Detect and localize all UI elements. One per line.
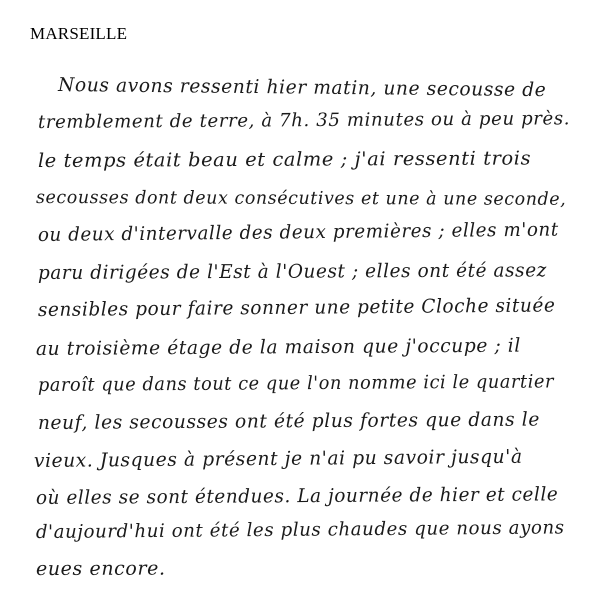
manuscript-line: vieux. Jusques à présent je n'ai pu savoir jusqu'à	[33, 445, 523, 472]
manuscript-line: où elles se sont étendues. La journée de hier et celle	[35, 483, 559, 509]
manuscript-line: d'aujourd'hui ont été les plus chaudes que nous ayons	[35, 517, 565, 543]
manuscript-line: le temps était beau et calme ; j'ai ressenti trois	[37, 147, 532, 172]
manuscript-line: tremblement de terre, à 7h. 35 minutes ou à peu près.	[37, 108, 571, 133]
manuscript-line: ou deux d'intervalle des deux premières ; elles m'ont	[37, 219, 559, 246]
manuscript-line: paroît que dans tout ce que l'on nomme ici le quartier	[37, 371, 555, 396]
document-heading: MARSEILLE	[30, 24, 128, 43]
manuscript-line: secousses dont deux consécutives et une à une seconde,	[36, 187, 567, 210]
manuscript-line: sensibles pour faire sonner une petite Cloche située	[37, 294, 556, 321]
manuscript-line: Nous avons ressenti hier matin, une secousse de	[58, 74, 547, 102]
manuscript-line: neuf, les secousses ont été plus fortes que dans le	[37, 408, 540, 434]
manuscript-line: au troisième étage de la maison que j'occupe ; il	[35, 334, 521, 360]
manuscript-line: paru dirigées de l'Est à l'Ouest ; elles ont été assez	[37, 259, 548, 284]
manuscript-line: eues encore.	[35, 557, 166, 580]
